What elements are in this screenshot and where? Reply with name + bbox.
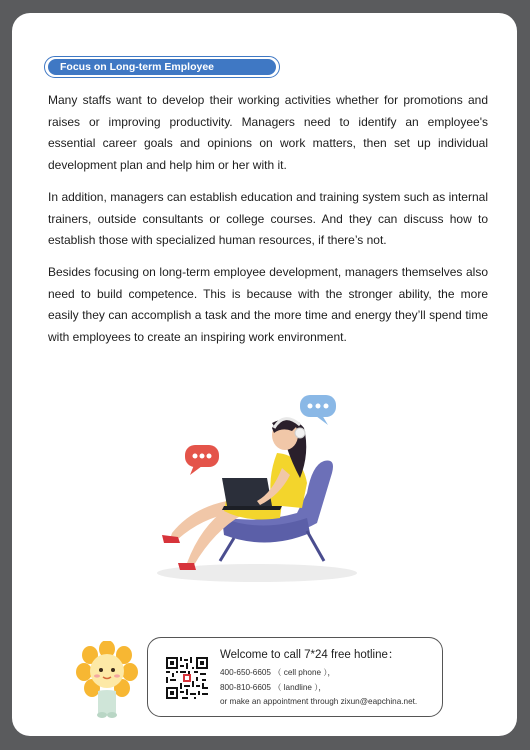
hotline-title: Welcome to call 7*24 free hotline：: [220, 649, 400, 661]
speech-bubble-blue-icon: [300, 395, 336, 425]
hotline-box: [147, 637, 443, 717]
hotline-appointment-email[interactable]: or make an appointment through zixun@eapchina.net.: [220, 697, 418, 706]
sunflower-mascot-illustration: [76, 641, 138, 719]
paragraph-3: Besides focusing on long-term employee development, managers themselves also need to build competence. This is because with the stronger ability, the more easily they can accomplish a task and the more time and energy they’ll spend time with employees to create an inspiring work environment.: [48, 265, 488, 344]
qr-code-icon[interactable]: [166, 657, 208, 699]
document-page: [12, 13, 517, 736]
section-heading: Focus on Long-term Employee Development: [48, 59, 276, 75]
headphones-icon: [295, 428, 305, 438]
speech-bubble-red-icon: [185, 445, 219, 475]
woman-laptop-illustration: [132, 383, 392, 593]
paragraph-2: In addition, managers can establish education and training system such as internal trainers, outside consultants or college courses. And they can discuss how to establish those with specialized human resources, if there’s not.: [48, 190, 488, 247]
hotline-cell-phone[interactable]: 400-650-6605 （ cell phone ），: [220, 668, 336, 677]
red-shoe: [178, 563, 196, 570]
hotline-landline[interactable]: 800-810-6605 （ landline ），: [220, 683, 327, 692]
paragraph-1: Many staffs want to develop their working activities whether for promotions and raises or improving productivity. Managers need to identify an employee's essential career goals and opinions on work matters, then set up individual development plan and help him or her with it.: [48, 93, 488, 172]
